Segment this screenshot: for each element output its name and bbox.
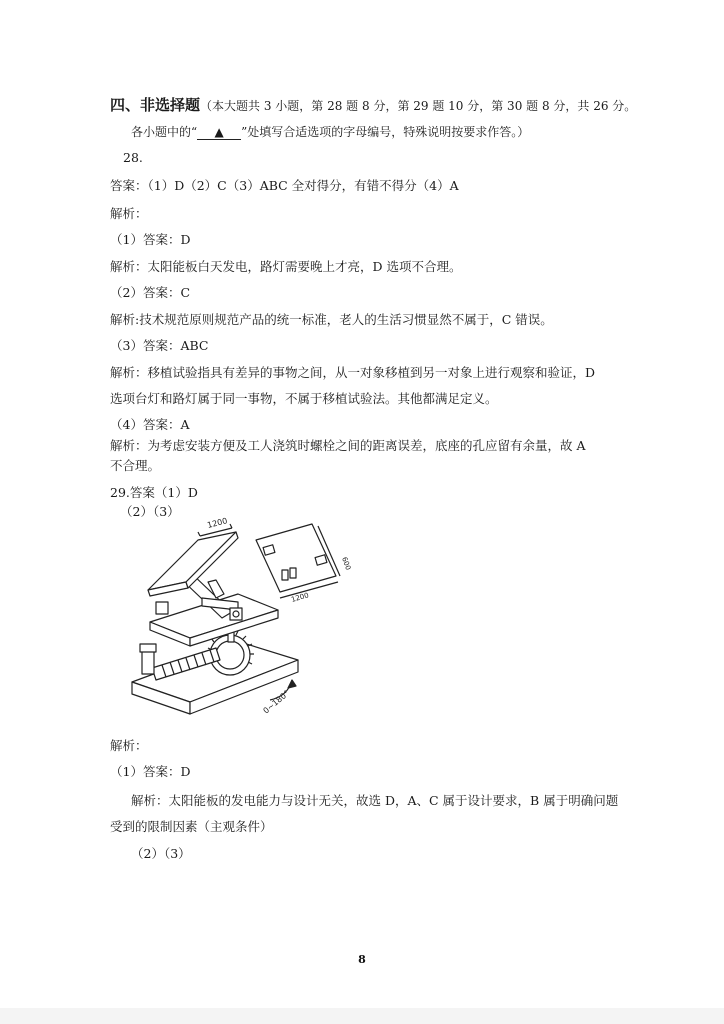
rotation-arrow — [262, 680, 296, 716]
answer-blank: ▲ — [197, 126, 241, 140]
q28-p4-answer: （4）答案：A — [110, 417, 190, 432]
solar-panel-mechanism-figure — [120, 510, 380, 740]
q28-p1-answer: （1）答案：D — [110, 232, 191, 247]
section-title: 四、非选择题 — [110, 96, 201, 114]
plan-view — [256, 524, 352, 604]
section-heading-line — [110, 97, 636, 114]
q28-p1-analysis: 解析：太阳能板白天发电，路灯需要晚上才亮，D 选项不合理。 — [110, 259, 462, 274]
q28-answer-summary: 答案：（1）D（2）C（3）ABC 全对得分，有错不得分（4）A — [110, 178, 459, 193]
dim-top-label: 1200 — [206, 516, 229, 530]
q29-p1-answer: （1）答案：D — [110, 764, 191, 779]
q29-p1-analysis-2: 受到的限制因素（主观条件） — [110, 819, 273, 834]
section-instruction — [131, 124, 529, 140]
q28-analysis-label: 解析： — [110, 206, 148, 221]
q28-p3-analysis-1: 解析：移植试验指具有差异的事物之间，从一对象移植到另一对象上进行观察和验证，D — [110, 365, 596, 380]
q28-p4-analysis-2: 不合理。 — [110, 458, 161, 473]
dim-small-w-label: 1200 — [290, 591, 310, 604]
q28-number: 28. — [123, 150, 143, 165]
q28-p2-answer: （2）答案：C — [110, 285, 191, 300]
dim-small-h-label: 600 — [340, 555, 353, 572]
instruction-post: ”处填写合适选项的字母编号，特殊说明按要求作答。） — [241, 125, 530, 139]
q29-p23: （2）（3） — [131, 846, 191, 861]
q28-p3-answer: （3）答案：ABC — [110, 338, 209, 353]
q29-sub-line: （2）（3） — [120, 504, 180, 519]
angle-label: 0~180° — [261, 688, 292, 716]
section-note: （本大题共 3 小题，第 28 题 8 分，第 29 题 10 分，第 30 题 8 分，共 26 分。 — [200, 99, 637, 113]
q29-answer-line: 29.答案（1）D — [110, 485, 198, 500]
q28-p4-analysis-1: 解析：为考虑安装方便及工人浇筑时螺栓之间的距离误差，底座的孔应留有余量，故 A — [110, 438, 586, 453]
bottom-band — [0, 1008, 724, 1024]
q28-p3-analysis-2: 选项台灯和路灯属于同一事物，不属于移植试验法。其他都满足定义。 — [110, 391, 498, 406]
instruction-pre: 各小题中的“ — [131, 125, 198, 139]
page-number: 8 — [358, 953, 366, 966]
q28-p2-analysis: 解析:技术规范原则规范产品的统一标准，老人的生活习惯显然不属于，C 错误。 — [110, 312, 553, 327]
q29-p1-analysis-1: 解析：太阳能板的发电能力与设计无关，故选 D，A、C 属于设计要求，B 属于明确问题 — [131, 793, 619, 808]
q29-analysis-label: 解析： — [110, 738, 148, 753]
